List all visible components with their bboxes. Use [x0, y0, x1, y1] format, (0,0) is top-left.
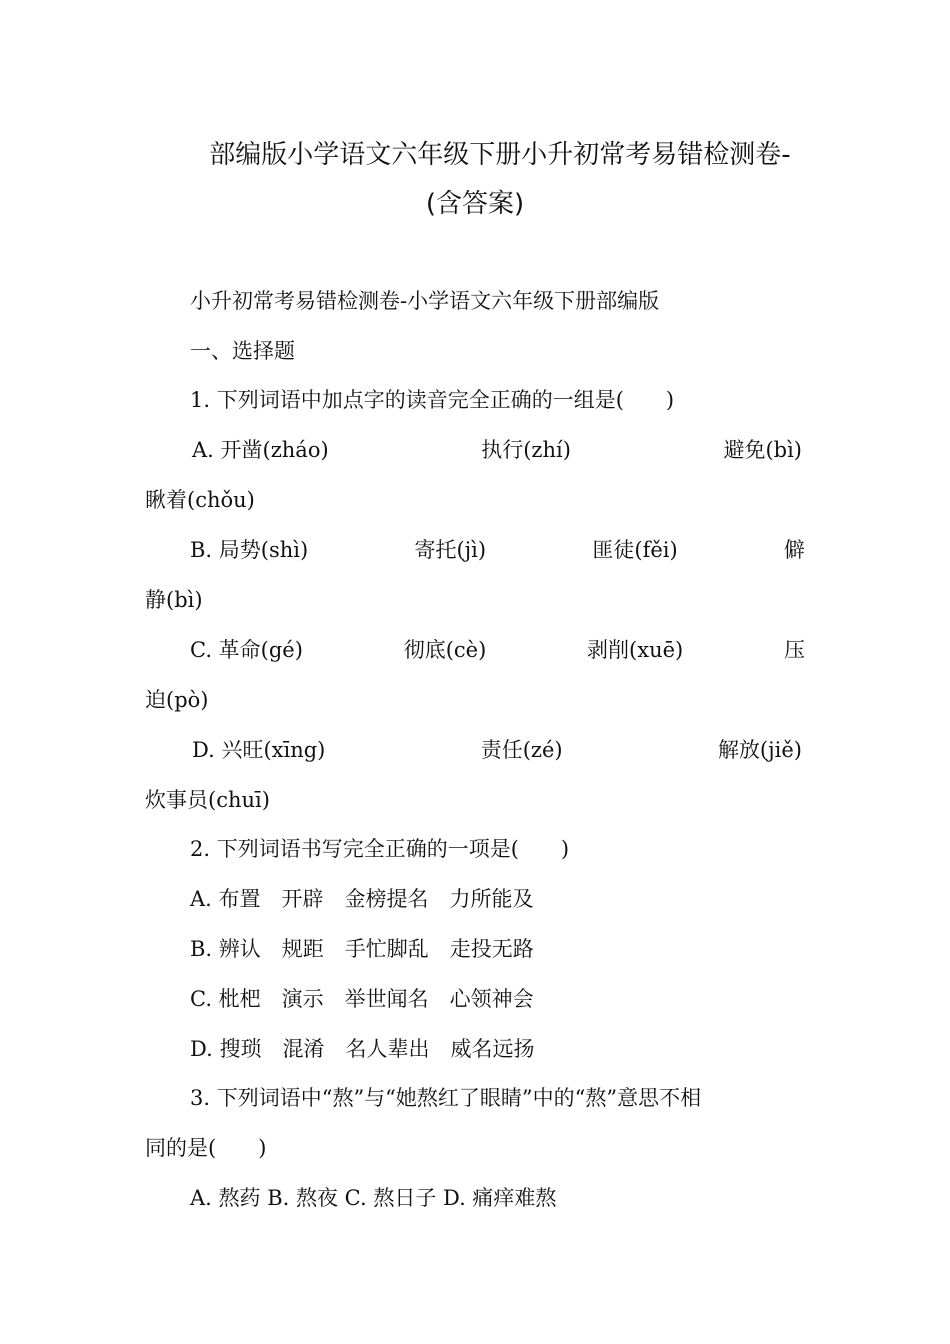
question-3-stem-line-2: 同的是( ): [145, 1136, 267, 1160]
question-3-stem-line-1: 3. 下列词语中“熬”与“她熬红了眼睛”中的“熬”意思不相: [190, 1086, 702, 1110]
question-1-option-c: [190, 636, 805, 664]
option-c-item-4: 压: [784, 638, 805, 662]
option-b-item-2: 寄托(jì): [414, 538, 487, 562]
option-a-item-3: 避免(bì): [723, 438, 802, 462]
option-a-item-2: 执行(zhí): [481, 438, 571, 462]
question-1-option-a: [192, 436, 802, 464]
option-b-item-1: B. 局势(shì): [190, 538, 309, 562]
section-heading: 一、选择题: [190, 339, 295, 363]
option-c-item-2: 彻底(cè): [403, 638, 487, 662]
option-c-item-1: C. 革命(gé): [190, 638, 303, 662]
option-a-item-1: A. 开凿(zháo): [192, 438, 329, 462]
option-b-item-4: 僻: [783, 538, 805, 562]
option-b-item-3: 匪徒(fěi): [592, 538, 678, 562]
question-1-option-d-continued: 炊事员(chuī): [145, 788, 270, 812]
question-1-stem: 1. 下列词语中加点字的读音完全正确的一组是( ): [190, 388, 675, 412]
question-1-option-d: [192, 736, 802, 764]
document-title-line-1: 部编版小学语文六年级下册小升初常考易错检测卷-: [209, 140, 791, 170]
option-d-item-3: 解放(jiě): [717, 738, 802, 762]
question-1-option-b: [190, 536, 805, 564]
subtitle: 小升初常考易错检测卷-小学语文六年级下册部编版: [190, 289, 660, 313]
question-2-option-d: D. 搜琐 混淆 名人辈出 威名远扬: [190, 1037, 535, 1061]
question-2-stem: 2. 下列词语书写完全正确的一项是( ): [190, 837, 570, 861]
question-3-options: A. 熬药 B. 熬夜 C. 熬日子 D. 痛痒难熬: [190, 1186, 557, 1210]
question-2-option-c: C. 枇杷 演示 举世闻名 心领神会: [190, 987, 534, 1011]
question-1-option-c-continued: 迫(pò): [145, 688, 209, 712]
question-2-option-b: B. 辨认 规距 手忙脚乱 走投无路: [190, 937, 534, 961]
option-c-item-3: 剥削(xuē): [587, 638, 684, 662]
option-d-item-2: 责任(zé): [480, 738, 563, 762]
document-title-line-2: (含答案): [425, 189, 525, 219]
question-2-option-a: A. 布置 开辟 金榜提名 力所能及: [190, 887, 534, 911]
question-1-option-b-continued: 静(bì): [145, 588, 203, 612]
option-d-item-1: D. 兴旺(xīng): [192, 738, 326, 762]
question-1-option-a-continued: 瞅着(chǒu): [145, 488, 255, 512]
